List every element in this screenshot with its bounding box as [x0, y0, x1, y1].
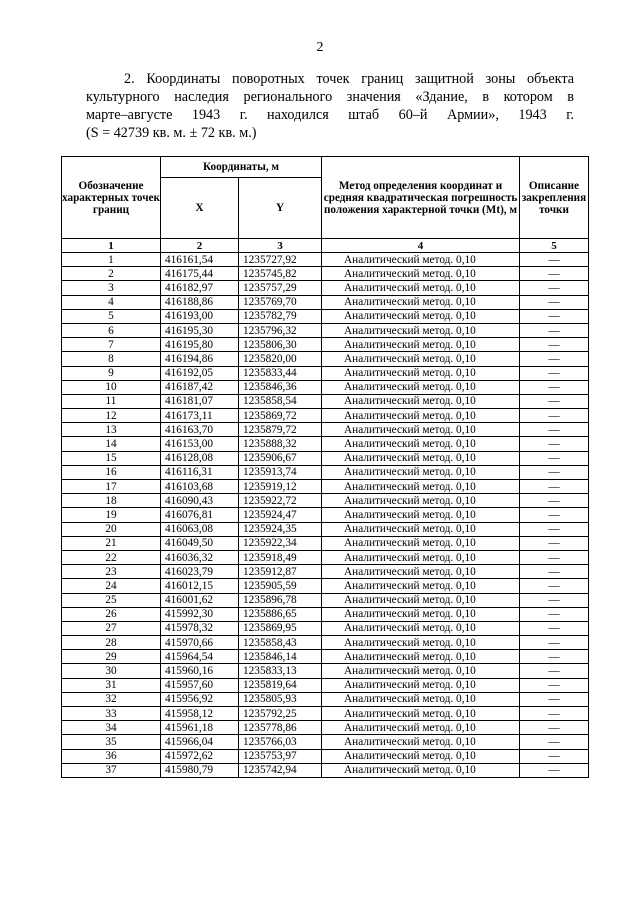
- y-coordinate-cell: 1235905,59: [239, 579, 322, 593]
- point-number-cell: 4: [62, 295, 161, 309]
- point-number-cell: 14: [62, 437, 161, 451]
- y-coordinate-cell: 1235742,94: [239, 763, 322, 777]
- x-coordinate-cell: 416182,97: [161, 281, 239, 295]
- point-number-cell: 6: [62, 323, 161, 337]
- point-number-cell: 18: [62, 494, 161, 508]
- table-row: [62, 423, 589, 437]
- description-cell: —: [520, 451, 589, 465]
- x-coordinate-cell: 416181,07: [161, 394, 239, 408]
- x-coordinate-cell: 416090,43: [161, 494, 239, 508]
- x-coordinate-cell: 416194,86: [161, 352, 239, 366]
- header-x: X: [161, 178, 239, 239]
- point-number-cell: 35: [62, 735, 161, 749]
- description-cell: —: [520, 309, 589, 323]
- description-cell: —: [520, 707, 589, 721]
- heading-line: марте–августе 1943 г. находился штаб 60–й Армии», 1943 г.: [86, 107, 574, 123]
- y-coordinate-cell: 1235806,30: [239, 338, 322, 352]
- header-coordinates: Координаты, м: [161, 157, 322, 178]
- coordinates-table: [61, 156, 589, 778]
- point-number-cell: 12: [62, 409, 161, 423]
- description-cell: —: [520, 607, 589, 621]
- x-coordinate-cell: 415978,32: [161, 621, 239, 635]
- point-number-cell: 26: [62, 607, 161, 621]
- description-cell: —: [520, 763, 589, 777]
- point-number-cell: 9: [62, 366, 161, 380]
- description-cell: —: [520, 664, 589, 678]
- table-row: [62, 323, 589, 337]
- table-row: [62, 380, 589, 394]
- method-cell: Аналитический метод. 0,10: [322, 636, 520, 650]
- column-number: 3: [239, 239, 322, 253]
- column-number: 5: [520, 239, 589, 253]
- method-cell: Аналитический метод. 0,10: [322, 522, 520, 536]
- point-number-cell: 36: [62, 749, 161, 763]
- table-row: [62, 536, 589, 550]
- description-cell: —: [520, 550, 589, 564]
- point-number-cell: 22: [62, 550, 161, 564]
- y-coordinate-cell: 1235820,00: [239, 352, 322, 366]
- description-cell: —: [520, 678, 589, 692]
- y-coordinate-cell: 1235792,25: [239, 707, 322, 721]
- y-coordinate-cell: 1235782,79: [239, 309, 322, 323]
- point-number-cell: 29: [62, 650, 161, 664]
- method-cell: Аналитический метод. 0,10: [322, 650, 520, 664]
- table-row: [62, 295, 589, 309]
- table-row: [62, 607, 589, 621]
- point-number-cell: 19: [62, 508, 161, 522]
- method-cell: Аналитический метод. 0,10: [322, 366, 520, 380]
- method-cell: Аналитический метод. 0,10: [322, 480, 520, 494]
- point-number-cell: 17: [62, 480, 161, 494]
- description-cell: —: [520, 650, 589, 664]
- table-row: [62, 522, 589, 536]
- table-row: [62, 281, 589, 295]
- point-number-cell: 37: [62, 763, 161, 777]
- description-cell: —: [520, 579, 589, 593]
- method-cell: Аналитический метод. 0,10: [322, 309, 520, 323]
- description-cell: —: [520, 494, 589, 508]
- description-cell: —: [520, 295, 589, 309]
- x-coordinate-cell: 415970,66: [161, 636, 239, 650]
- table-row: [62, 465, 589, 479]
- column-number: 4: [322, 239, 520, 253]
- method-cell: Аналитический метод. 0,10: [322, 295, 520, 309]
- x-coordinate-cell: 416153,00: [161, 437, 239, 451]
- description-cell: —: [520, 409, 589, 423]
- x-coordinate-cell: 416195,30: [161, 323, 239, 337]
- y-coordinate-cell: 1235766,03: [239, 735, 322, 749]
- x-coordinate-cell: 415972,62: [161, 749, 239, 763]
- section-heading: [86, 70, 574, 142]
- point-number-cell: 15: [62, 451, 161, 465]
- point-number-cell: 16: [62, 465, 161, 479]
- table-row: [62, 678, 589, 692]
- table-row: [62, 621, 589, 635]
- x-coordinate-cell: 416103,68: [161, 480, 239, 494]
- table-row: [62, 338, 589, 352]
- description-cell: —: [520, 338, 589, 352]
- table-row: [62, 707, 589, 721]
- method-cell: Аналитический метод. 0,10: [322, 494, 520, 508]
- heading-line: 2. Координаты поворотных точек границ защитной зоны объекта: [124, 71, 574, 87]
- x-coordinate-cell: 416128,08: [161, 451, 239, 465]
- x-coordinate-cell: 416049,50: [161, 536, 239, 550]
- y-coordinate-cell: 1235858,43: [239, 636, 322, 650]
- method-cell: Аналитический метод. 0,10: [322, 352, 520, 366]
- description-cell: —: [520, 692, 589, 706]
- x-coordinate-cell: 415960,16: [161, 664, 239, 678]
- table-row: [62, 366, 589, 380]
- point-number-cell: 28: [62, 636, 161, 650]
- table-row: [62, 437, 589, 451]
- method-cell: Аналитический метод. 0,10: [322, 664, 520, 678]
- header-y: Y: [239, 178, 322, 239]
- method-cell: Аналитический метод. 0,10: [322, 550, 520, 564]
- description-cell: —: [520, 380, 589, 394]
- point-number-cell: 2: [62, 267, 161, 281]
- x-coordinate-cell: 416023,79: [161, 565, 239, 579]
- description-cell: —: [520, 565, 589, 579]
- description-cell: —: [520, 508, 589, 522]
- table-row: [62, 480, 589, 494]
- point-number-cell: 8: [62, 352, 161, 366]
- y-coordinate-cell: 1235922,34: [239, 536, 322, 550]
- description-cell: —: [520, 267, 589, 281]
- page-number: 2: [316, 40, 324, 55]
- column-number-row: [62, 239, 589, 253]
- header-designation: Обозначение характерных точек границ: [62, 157, 161, 239]
- point-number-cell: 11: [62, 394, 161, 408]
- method-cell: Аналитический метод. 0,10: [322, 281, 520, 295]
- description-cell: —: [520, 721, 589, 735]
- description-cell: —: [520, 621, 589, 635]
- y-coordinate-cell: 1235846,36: [239, 380, 322, 394]
- method-cell: Аналитический метод. 0,10: [322, 593, 520, 607]
- column-number: 1: [62, 239, 161, 253]
- x-coordinate-cell: 416193,00: [161, 309, 239, 323]
- description-cell: —: [520, 593, 589, 607]
- method-cell: Аналитический метод. 0,10: [322, 267, 520, 281]
- y-coordinate-cell: 1235805,93: [239, 692, 322, 706]
- point-number-cell: 30: [62, 664, 161, 678]
- table-row: [62, 650, 589, 664]
- x-coordinate-cell: 415958,12: [161, 707, 239, 721]
- point-number-cell: 13: [62, 423, 161, 437]
- description-cell: —: [520, 366, 589, 380]
- heading-line: культурного наследия регионального значения «Здание, в котором в: [86, 89, 574, 105]
- table-row: [62, 664, 589, 678]
- y-coordinate-cell: 1235869,72: [239, 409, 322, 423]
- method-cell: Аналитический метод. 0,10: [322, 692, 520, 706]
- method-cell: Аналитический метод. 0,10: [322, 607, 520, 621]
- heading-line: (S = 42739 кв. м. ± 72 кв. м.): [86, 125, 257, 141]
- method-cell: Аналитический метод. 0,10: [322, 338, 520, 352]
- y-coordinate-cell: 1235918,49: [239, 550, 322, 564]
- x-coordinate-cell: 415992,30: [161, 607, 239, 621]
- point-number-cell: 32: [62, 692, 161, 706]
- method-cell: Аналитический метод. 0,10: [322, 451, 520, 465]
- description-cell: —: [520, 253, 589, 267]
- x-coordinate-cell: 416012,15: [161, 579, 239, 593]
- y-coordinate-cell: 1235745,82: [239, 267, 322, 281]
- table-row: [62, 394, 589, 408]
- method-cell: Аналитический метод. 0,10: [322, 678, 520, 692]
- point-number-cell: 20: [62, 522, 161, 536]
- x-coordinate-cell: 416173,11: [161, 409, 239, 423]
- x-coordinate-cell: 416161,54: [161, 253, 239, 267]
- method-cell: Аналитический метод. 0,10: [322, 621, 520, 635]
- description-cell: —: [520, 423, 589, 437]
- method-cell: Аналитический метод. 0,10: [322, 721, 520, 735]
- table-row: [62, 508, 589, 522]
- y-coordinate-cell: 1235727,92: [239, 253, 322, 267]
- table-row: [62, 763, 589, 777]
- header-method: Метод определения координат и средняя квадратическая погрешность положения характерной точки (Mt), м: [322, 157, 520, 239]
- point-number-cell: 3: [62, 281, 161, 295]
- description-cell: —: [520, 465, 589, 479]
- x-coordinate-cell: 416036,32: [161, 550, 239, 564]
- method-cell: Аналитический метод. 0,10: [322, 749, 520, 763]
- y-coordinate-cell: 1235778,86: [239, 721, 322, 735]
- y-coordinate-cell: 1235922,72: [239, 494, 322, 508]
- point-number-cell: 31: [62, 678, 161, 692]
- column-number: 2: [161, 239, 239, 253]
- table-row: [62, 749, 589, 763]
- x-coordinate-cell: 415980,79: [161, 763, 239, 777]
- description-cell: —: [520, 281, 589, 295]
- x-coordinate-cell: 415961,18: [161, 721, 239, 735]
- point-number-cell: 33: [62, 707, 161, 721]
- y-coordinate-cell: 1235833,13: [239, 664, 322, 678]
- table-row: [62, 735, 589, 749]
- y-coordinate-cell: 1235886,65: [239, 607, 322, 621]
- method-cell: Аналитический метод. 0,10: [322, 508, 520, 522]
- method-cell: Аналитический метод. 0,10: [322, 380, 520, 394]
- method-cell: Аналитический метод. 0,10: [322, 253, 520, 267]
- y-coordinate-cell: 1235896,78: [239, 593, 322, 607]
- method-cell: Аналитический метод. 0,10: [322, 763, 520, 777]
- description-cell: —: [520, 480, 589, 494]
- x-coordinate-cell: 416188,86: [161, 295, 239, 309]
- method-cell: Аналитический метод. 0,10: [322, 707, 520, 721]
- y-coordinate-cell: 1235919,12: [239, 480, 322, 494]
- x-coordinate-cell: 416116,31: [161, 465, 239, 479]
- table-row: [62, 309, 589, 323]
- y-coordinate-cell: 1235924,47: [239, 508, 322, 522]
- x-coordinate-cell: 416163,70: [161, 423, 239, 437]
- table-row: [62, 267, 589, 281]
- point-number-cell: 21: [62, 536, 161, 550]
- method-cell: Аналитический метод. 0,10: [322, 409, 520, 423]
- y-coordinate-cell: 1235913,74: [239, 465, 322, 479]
- y-coordinate-cell: 1235879,72: [239, 423, 322, 437]
- y-coordinate-cell: 1235912,87: [239, 565, 322, 579]
- method-cell: Аналитический метод. 0,10: [322, 565, 520, 579]
- method-cell: Аналитический метод. 0,10: [322, 394, 520, 408]
- description-cell: —: [520, 394, 589, 408]
- x-coordinate-cell: 416187,42: [161, 380, 239, 394]
- method-cell: Аналитический метод. 0,10: [322, 735, 520, 749]
- table-row: [62, 409, 589, 423]
- method-cell: Аналитический метод. 0,10: [322, 579, 520, 593]
- point-number-cell: 10: [62, 380, 161, 394]
- x-coordinate-cell: 416063,08: [161, 522, 239, 536]
- table-row: [62, 565, 589, 579]
- point-number-cell: 27: [62, 621, 161, 635]
- y-coordinate-cell: 1235869,95: [239, 621, 322, 635]
- y-coordinate-cell: 1235888,32: [239, 437, 322, 451]
- description-cell: —: [520, 735, 589, 749]
- x-coordinate-cell: 416175,44: [161, 267, 239, 281]
- x-coordinate-cell: 415957,60: [161, 678, 239, 692]
- y-coordinate-cell: 1235796,32: [239, 323, 322, 337]
- table-row: [62, 636, 589, 650]
- description-cell: —: [520, 636, 589, 650]
- table-row: [62, 579, 589, 593]
- x-coordinate-cell: 416076,81: [161, 508, 239, 522]
- header-description: Описание закрепления точки: [520, 157, 589, 239]
- method-cell: Аналитический метод. 0,10: [322, 323, 520, 337]
- y-coordinate-cell: 1235819,64: [239, 678, 322, 692]
- x-coordinate-cell: 415964,54: [161, 650, 239, 664]
- table-row: [62, 352, 589, 366]
- x-coordinate-cell: 416192,05: [161, 366, 239, 380]
- y-coordinate-cell: 1235753,97: [239, 749, 322, 763]
- y-coordinate-cell: 1235833,44: [239, 366, 322, 380]
- x-coordinate-cell: 416001,62: [161, 593, 239, 607]
- point-number-cell: 5: [62, 309, 161, 323]
- point-number-cell: 1: [62, 253, 161, 267]
- description-cell: —: [520, 352, 589, 366]
- y-coordinate-cell: 1235769,70: [239, 295, 322, 309]
- point-number-cell: 24: [62, 579, 161, 593]
- y-coordinate-cell: 1235757,29: [239, 281, 322, 295]
- description-cell: —: [520, 536, 589, 550]
- method-cell: Аналитический метод. 0,10: [322, 536, 520, 550]
- point-number-cell: 7: [62, 338, 161, 352]
- x-coordinate-cell: 416195,80: [161, 338, 239, 352]
- method-cell: Аналитический метод. 0,10: [322, 423, 520, 437]
- point-number-cell: 23: [62, 565, 161, 579]
- description-cell: —: [520, 323, 589, 337]
- x-coordinate-cell: 415966,04: [161, 735, 239, 749]
- y-coordinate-cell: 1235906,67: [239, 451, 322, 465]
- table-row: [62, 692, 589, 706]
- y-coordinate-cell: 1235846,14: [239, 650, 322, 664]
- x-coordinate-cell: 415956,92: [161, 692, 239, 706]
- table-row: [62, 451, 589, 465]
- point-number-cell: 25: [62, 593, 161, 607]
- y-coordinate-cell: 1235858,54: [239, 394, 322, 408]
- table-row: [62, 721, 589, 735]
- description-cell: —: [520, 522, 589, 536]
- y-coordinate-cell: 1235924,35: [239, 522, 322, 536]
- table-row: [62, 253, 589, 267]
- table-row: [62, 550, 589, 564]
- method-cell: Аналитический метод. 0,10: [322, 465, 520, 479]
- description-cell: —: [520, 749, 589, 763]
- description-cell: —: [520, 437, 589, 451]
- method-cell: Аналитический метод. 0,10: [322, 437, 520, 451]
- table-row: [62, 593, 589, 607]
- table-row: [62, 494, 589, 508]
- point-number-cell: 34: [62, 721, 161, 735]
